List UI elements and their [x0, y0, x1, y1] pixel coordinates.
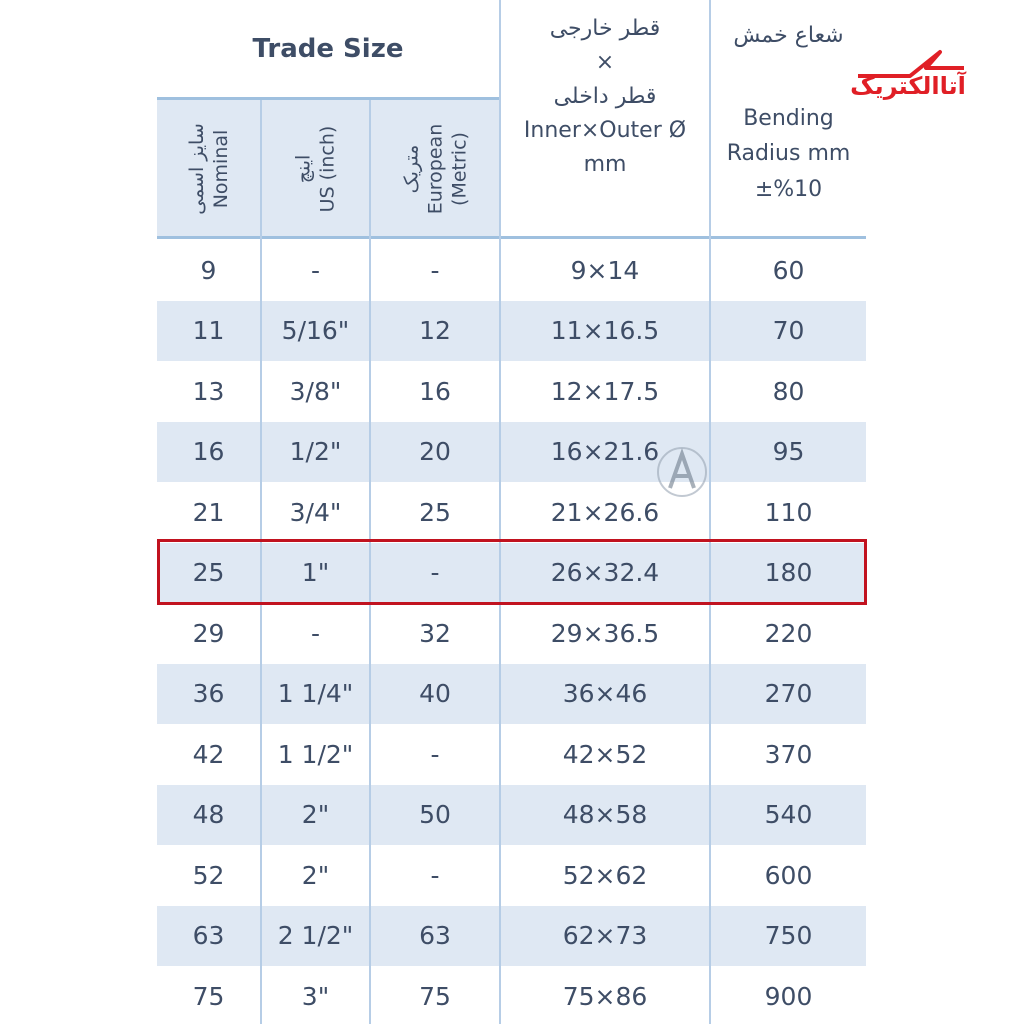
european-metric-cell: -	[430, 860, 440, 890]
bending-radius-header	[711, 0, 866, 237]
european-metric-cell: 25	[419, 497, 451, 527]
diameter-cell: 26×32.4	[550, 558, 660, 588]
diameter-cell: 42×52	[562, 739, 648, 769]
table-row	[157, 301, 866, 362]
watermark-icon	[652, 442, 712, 502]
european-metric-cell: -	[430, 255, 440, 285]
bending-header-tolerance: ±%10	[754, 176, 823, 202]
european-metric-cell: -	[430, 558, 440, 588]
us-header-en: US (inch)	[316, 125, 339, 212]
diameter-cell: 21×26.6	[550, 497, 660, 527]
bending-radius-cell: 600	[764, 860, 813, 890]
grid-line	[499, 0, 501, 1024]
european-metric-cell: -	[430, 739, 440, 769]
bending-radius-cell: 180	[764, 558, 813, 588]
bending-radius-cell: 540	[764, 800, 813, 830]
table-row	[157, 361, 866, 422]
highlighted-row-frame	[157, 539, 867, 605]
header-bottom-rule	[157, 236, 866, 239]
diameter-cell: 16×21.6	[550, 437, 660, 467]
nominal-cell: 16	[192, 437, 225, 467]
table-row	[157, 966, 866, 1027]
bending-header-en-2: Radius mm	[726, 141, 851, 167]
nominal-cell: 9	[200, 255, 217, 285]
diameter-cell: 11×16.5	[550, 316, 660, 346]
us-inch-header	[262, 100, 369, 237]
nominal-cell: 25	[192, 558, 225, 588]
us-inch-cell: -	[310, 618, 321, 648]
bending-header-en-1: Bending	[743, 106, 834, 132]
us-inch-cell: 1"	[301, 558, 330, 588]
diameter-cell: 62×73	[562, 921, 648, 951]
table-row	[157, 422, 866, 483]
nominal-header	[157, 100, 260, 237]
nominal-cell: 21	[192, 497, 225, 527]
bending-radius-cell: 110	[764, 497, 813, 527]
nominal-cell: 63	[192, 921, 225, 951]
bending-radius-cell: 80	[772, 376, 805, 406]
nominal-cell: 36	[192, 679, 225, 709]
diameter-header	[501, 0, 709, 237]
european-metric-cell: 40	[419, 679, 451, 709]
us-inch-cell: 3"	[301, 981, 330, 1011]
trade-size-table	[157, 0, 866, 1024]
nominal-cell: 13	[192, 376, 225, 406]
bending-radius-cell: 60	[772, 255, 805, 285]
nominal-cell: 29	[192, 618, 225, 648]
bending-radius-cell: 370	[764, 739, 813, 769]
diameter-header-unit: mm	[583, 152, 627, 178]
diameter-cell: 48×58	[562, 800, 648, 830]
us-inch-cell: 2"	[301, 800, 330, 830]
european-header-unit: (Metric)	[447, 131, 470, 206]
nominal-cell: 52	[192, 860, 225, 890]
logo-text: آتاالکتریک	[850, 72, 966, 100]
bending-header-fa: شعاع خمش	[733, 23, 844, 48]
diameter-cell: 36×46	[562, 679, 648, 709]
european-metric-cell: 63	[419, 921, 451, 951]
bending-radius-cell: 270	[764, 679, 813, 709]
diameter-cell: 29×36.5	[550, 618, 660, 648]
us-inch-cell: 3/4"	[289, 497, 342, 527]
logo-mark-icon	[840, 46, 976, 100]
grid-line	[709, 0, 711, 1024]
table-row	[157, 664, 866, 725]
diameter-header-en: Inner×Outer Ø	[523, 118, 687, 144]
european-metric-cell: 32	[419, 618, 451, 648]
bending-radius-cell: 750	[764, 921, 813, 951]
nominal-cell: 48	[192, 800, 225, 830]
table-row	[157, 785, 866, 846]
european-metric-cell: 50	[419, 800, 451, 830]
nominal-header-fa: سایز اسمی	[185, 122, 208, 215]
diameter-header-fa-inner: قطر داخلی	[553, 84, 657, 110]
brand-logo	[840, 46, 976, 100]
table-row	[157, 603, 866, 664]
nominal-cell: 42	[192, 739, 225, 769]
european-header-en: European	[423, 123, 446, 214]
us-header-fa: اینچ	[292, 154, 315, 183]
diameter-header-fa-outer: قطر خارجی	[549, 16, 661, 41]
nominal-cell: 11	[192, 316, 225, 346]
european-metric-cell: 16	[419, 376, 451, 406]
european-metric-cell: 12	[419, 316, 451, 346]
us-inch-cell: 1 1/2"	[277, 739, 354, 769]
us-inch-cell: 2 1/2"	[277, 921, 354, 951]
bending-radius-cell: 95	[772, 437, 805, 467]
trade-size-heading: Trade Size	[252, 33, 404, 64]
table-row	[157, 845, 866, 906]
european-metric-cell: 20	[419, 437, 451, 467]
us-inch-cell: 1 1/4"	[277, 679, 354, 709]
diameter-header-times: ×	[595, 50, 615, 76]
diameter-cell: 12×17.5	[550, 376, 660, 406]
european-metric-cell: 75	[419, 981, 451, 1011]
european-header-fa: متریک	[399, 144, 422, 193]
nominal-header-en: Nominal	[209, 129, 232, 208]
bending-radius-cell: 220	[764, 618, 813, 648]
us-inch-cell: -	[310, 255, 321, 285]
diameter-cell: 52×62	[562, 860, 648, 890]
european-metric-header	[371, 100, 499, 237]
us-inch-cell: 2"	[301, 860, 330, 890]
table-row	[157, 482, 866, 543]
table-row	[157, 240, 866, 301]
us-inch-cell: 1/2"	[289, 437, 342, 467]
table-row	[157, 906, 866, 967]
diameter-cell: 75×86	[562, 981, 648, 1011]
bending-radius-cell: 70	[772, 316, 805, 346]
table-row	[157, 724, 866, 785]
bending-radius-cell: 900	[764, 981, 813, 1011]
nominal-cell: 75	[192, 981, 225, 1011]
us-inch-cell: 3/8"	[289, 376, 342, 406]
us-inch-cell: 5/16"	[281, 316, 350, 346]
diameter-cell: 9×14	[570, 255, 640, 285]
